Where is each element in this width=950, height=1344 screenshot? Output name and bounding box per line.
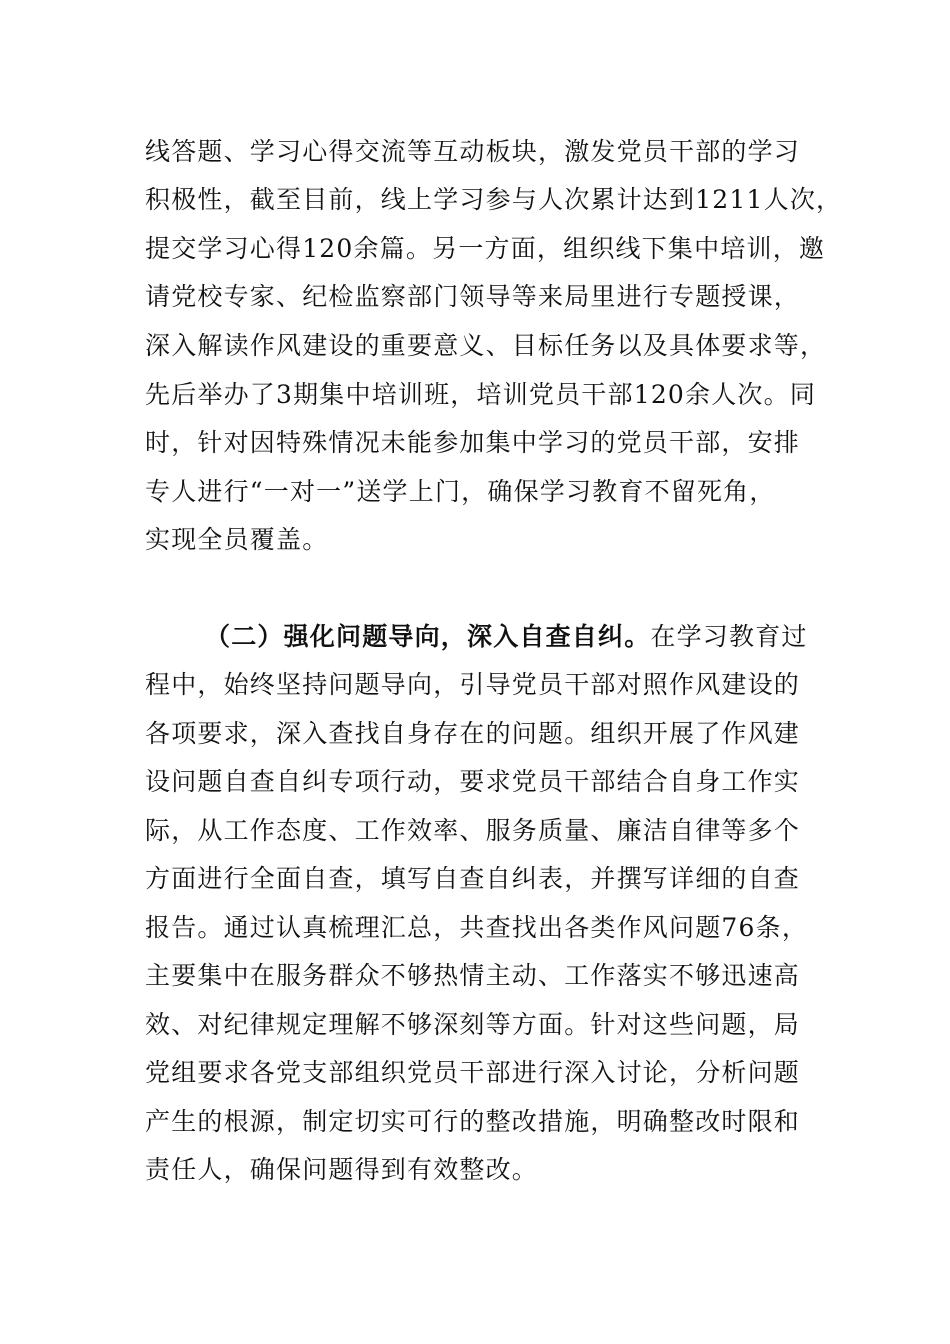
text-line: 设问题自查自纠专项行动，要求党员干部结合自身工作实 [145,767,801,796]
text-line: 深入解读作风建设的重要意义、目标任务以及具体要求等， [145,331,827,360]
text-line: 党组要求各党支部组织党员干部进行深入讨论，分析问题 [145,1058,801,1087]
text-line: 产生的根源，制定切实可行的整改措施，明确整改时限和 [145,1107,801,1136]
text-line: 专人进行“一对一”送学上门，确保学习教育不留死角， [145,477,776,506]
section-heading: （二）强化问题导向，深入自查自纠。 [205,622,651,651]
text-line: 各项要求，深入查找自身存在的问题。组织开展了作风建 [145,719,801,748]
text-line: 线答题、学习心得交流等互动板块，激发党员干部的学习 [145,137,801,166]
text-line: 实现全员覆盖。 [145,525,329,554]
text-line: 积极性，截至目前，线上学习参与人次累计达到1211人次， [145,185,843,214]
text-line: 方面进行全面自查，填写自查自纠表，并撰写详细的自查 [145,864,801,893]
text-line: 责任人，确保问题得到有效整改。 [145,1155,539,1184]
text-line: 时，针对因特殊情况未能参加集中学习的党员干部，安排 [145,428,801,457]
text-line: 先后举办了3期集中培训班，培训党员干部120余人次。同 [145,380,817,409]
text-line: 主要集中在服务群众不够热情主动、工作落实不够迅速高 [145,961,801,990]
text-line: 提交学习心得120余篇。另一方面，组织线下集中培训，邀 [145,234,826,263]
text-line: 程中，始终坚持问题导向，引导党员干部对照作风建设的 [145,670,801,699]
paragraph-first-line [205,620,808,654]
text-line: 际，从工作态度、工作效率、服务质量、廉洁自律等多个 [145,816,801,845]
text-line: 请党校专家、纪检监察部门领导等来局里进行专题授课， [145,282,801,311]
text-run: 在学习教育过 [650,622,808,651]
text-line: 报告。通过认真梳理汇总，共查找出各类作风问题76条， [145,913,809,942]
text-line: 效、对纪律规定理解不够深刻等方面。针对这些问题，局 [145,1010,801,1039]
